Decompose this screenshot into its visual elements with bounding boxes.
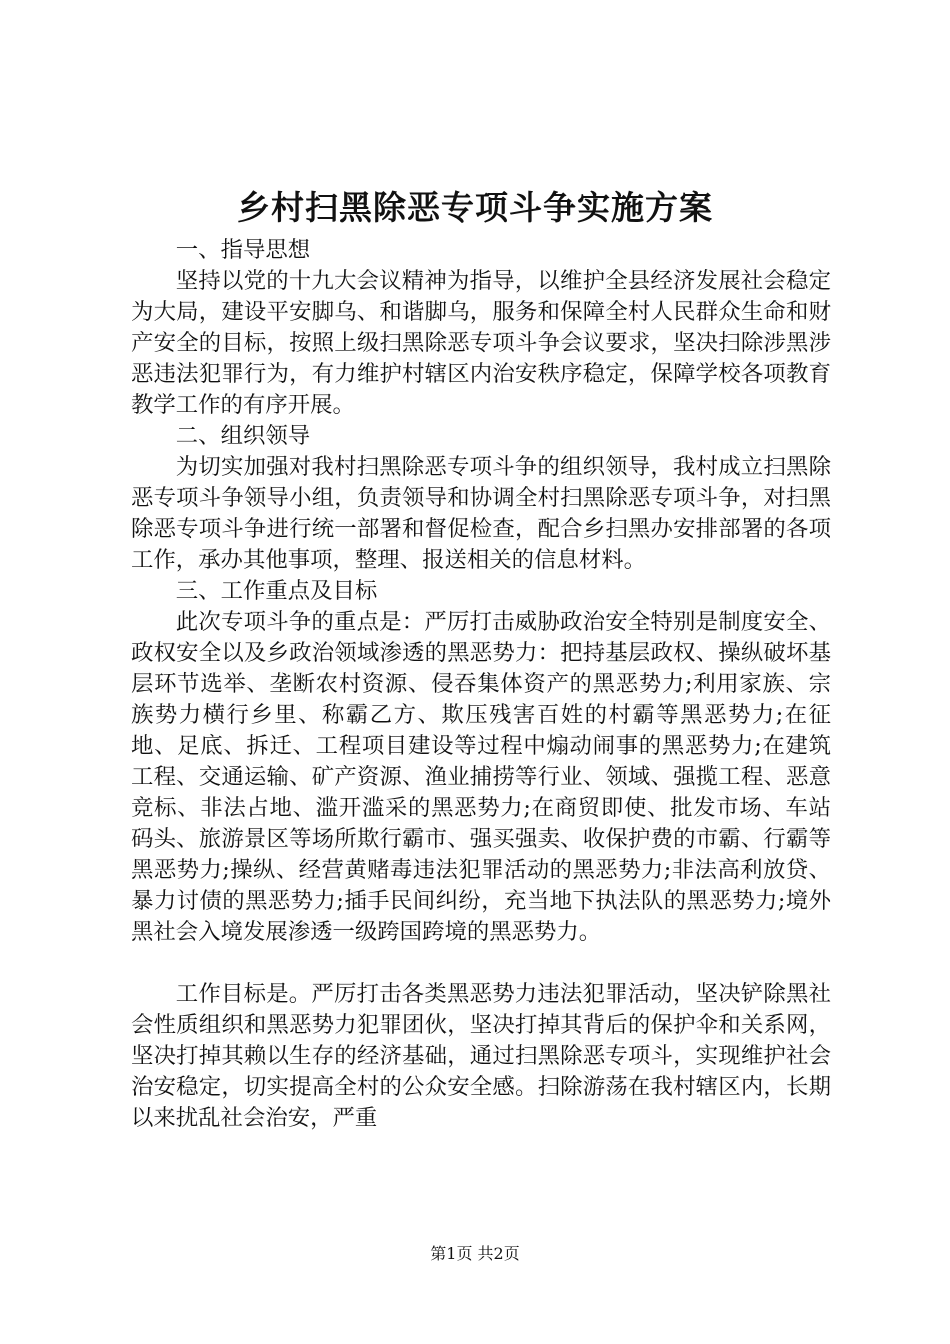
- page-number-footer: 第1页 共2页: [430, 1244, 520, 1263]
- document-body: [131, 235, 831, 1134]
- page-title: 乡村扫黑除恶专项斗争实施方案: [237, 188, 713, 227]
- paragraph-spacer: [131, 948, 831, 979]
- paragraph-key-points: 此次专项斗争的重点是：严厉打击威胁政治安全特别是制度安全、政权安全以及乡政治领域渗透的黑恶势力：把持基层政权、操纵破坏基层环节选举、垄断农村资源、侵吞集体资产的黑恶势力;利用家族、宗族势力横行乡里、称霸乙方、欺压残害百姓的村霸等黑恶势力;在征地、足底、拆迁、工程项目建设等过程中煽动闹事的黑恶势力;在建筑工程、交通运输、矿产资源、渔业捕捞等行业、领域、强揽工程、恶意竞标、非法占地、滥开滥采的黑恶势力;在商贸即使、批发市场、车站码头、旅游景区等场所欺行霸市、强买强卖、收保护费的市霸、行霸等黑恶势力;操纵、经营黄赌毒违法犯罪活动的黑恶势力;非法高利放贷、暴力讨债的黑恶势力;插手民间纠纷，充当地下执法队的黑恶势力;境外黑社会入境发展渗透一级跨国跨境的黑恶势力。: [131, 609, 831, 945]
- paragraph-organization: 为切实加强对我村扫黑除恶专项斗争的组织领导，我村成立扫黑除恶专项斗争领导小组，负责领导和协调全村扫黑除恶专项斗争，对扫黑除恶专项斗争进行统一部署和督促检查，配合乡扫黑办安排部署的各项工作，承办其他事项，整理、报送相关的信息材料。: [131, 454, 831, 573]
- paragraph-guiding-ideology: 坚持以党的十九大会议精神为指导，以维护全县经济发展社会稳定为大局，建设平安脚乌、和谐脚乌，服务和保障全村人民群众生命和财产安全的目标，按照上级扫黑除恶专项斗争会议要求，坚决扫除涉黑涉恶违法犯罪行为，有力维护村辖区内治安秩序稳定，保障学校各项教育教学工作的有序开展。: [131, 268, 831, 418]
- paragraph-work-goals: 工作目标是。严厉打击各类黑恶势力违法犯罪活动，坚决铲除黑社会性质组织和黑恶势力犯罪团伙，坚决打掉其背后的保护伞和关系网，坚决打掉其赖以生存的经济基础，通过扫黑除恶专项斗，实现维护社会治安稳定，切实提高全村的公众安全感。扫除游荡在我村辖区内，长期以来扰乱社会治安，严重: [131, 981, 831, 1131]
- section-heading-key-points: 三、工作重点及目标: [175, 578, 378, 604]
- section-heading-guiding-ideology: 一、指导思想: [175, 237, 311, 263]
- section-heading-organization: 二、组织领导: [175, 423, 311, 449]
